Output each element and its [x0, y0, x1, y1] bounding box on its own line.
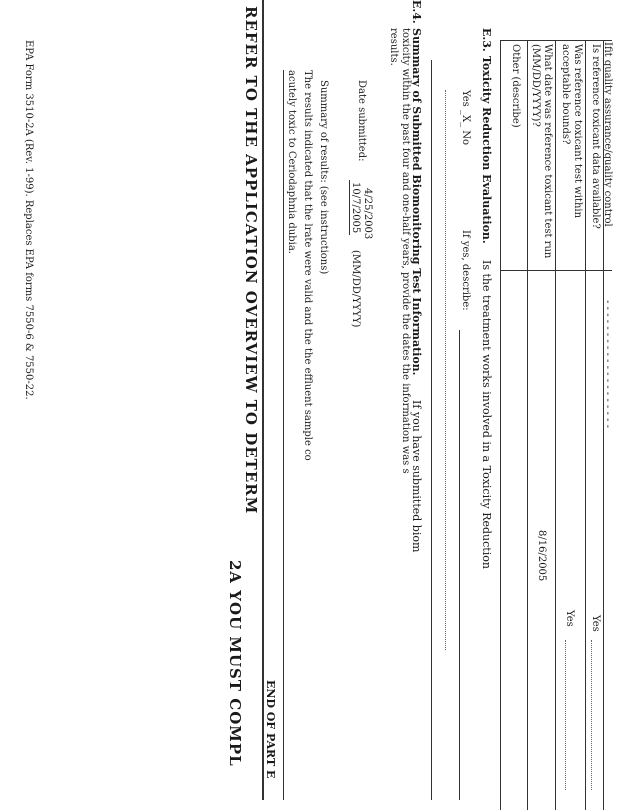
top-row-label: Ifit quality assurance/quality control — [602, 42, 613, 227]
ref-date-label-1: What date was reference toxicant test run — [542, 44, 553, 259]
e3-text: Is the treatment works involved in a Toxicity Reduction — [480, 260, 493, 569]
e3-title: Toxicity Reduction Evaluation. — [480, 56, 493, 244]
e3-number: E.3. — [480, 28, 493, 52]
e4-date-format: (MM/DD/YYYY) — [350, 250, 361, 328]
form-footer: EPA Form 3510-2A (Rev. 1-99). Replaces EPA forms 7550-6 & 7550-22. — [23, 40, 34, 400]
table-column-rule — [501, 270, 612, 271]
top-row-dots: - - - - - - - - - - - - - - - - - - - - — [602, 300, 613, 428]
table-rule — [603, 40, 604, 810]
ref-within-label-1: Was reference toxicant test within — [572, 44, 583, 219]
refer-line-2: 2A YOU MUST COMPL — [226, 560, 244, 767]
ref-available-label: Is reference toxicant data available? — [590, 44, 601, 229]
e4-date-label: Date submitted: — [356, 80, 367, 162]
e4-text-1: If you have submitted biom — [410, 400, 423, 553]
ref-date-value: 8/16/2005 — [536, 530, 547, 582]
ref-within-answer: Yes — [564, 610, 575, 627]
refer-line-1: REFER TO THE APPLICATION OVERVIEW TO DETERM — [242, 6, 260, 515]
table-rule — [527, 40, 528, 810]
e4-date-2: 10/7/2005 — [350, 182, 361, 234]
e4-summary-label: Summary of results: (see instructions) — [318, 80, 329, 275]
e4-number: E.4. — [410, 0, 423, 24]
table-column-rule — [501, 40, 612, 41]
other-label: Other (describe) — [510, 44, 521, 128]
e4-date-1: 4/25/2003 — [362, 188, 373, 240]
table-rule — [500, 40, 501, 810]
e3-describe-line-2 — [445, 90, 446, 650]
ref-available-fill — [591, 640, 592, 790]
e4-text-2: toxicity within the past four and one-half years, provide the dates the information was s — [400, 28, 411, 474]
ref-within-label-2: acceptable bounds? — [560, 44, 571, 145]
e3-describe-line-3 — [431, 60, 432, 800]
e3-if-yes: If yes, describe: — [460, 230, 471, 311]
e4-summary-line — [283, 70, 284, 800]
e4-text-3: results. — [388, 28, 399, 66]
e3-describe-line — [459, 330, 460, 800]
ref-within-fill — [565, 640, 566, 790]
end-of-part-label: END OF PART E — [264, 680, 277, 779]
e3-yes-no: Yes _X_ No — [460, 90, 471, 146]
ref-date-label-2: (MM/DD/YYYY)? — [530, 44, 541, 127]
end-rule — [262, 0, 264, 800]
ref-available-answer: Yes — [590, 615, 601, 632]
e4-result-1: The results indicated that the lrate were valid and the the effluent sample co — [302, 70, 313, 461]
table-rule — [585, 40, 586, 810]
table-rule — [555, 40, 556, 810]
e4-title: Summary of Submitted Biomonitoring Test Information. — [410, 28, 423, 376]
e4-result-2: acutely toxic to Ceriodaphnia dubia. — [286, 70, 297, 254]
